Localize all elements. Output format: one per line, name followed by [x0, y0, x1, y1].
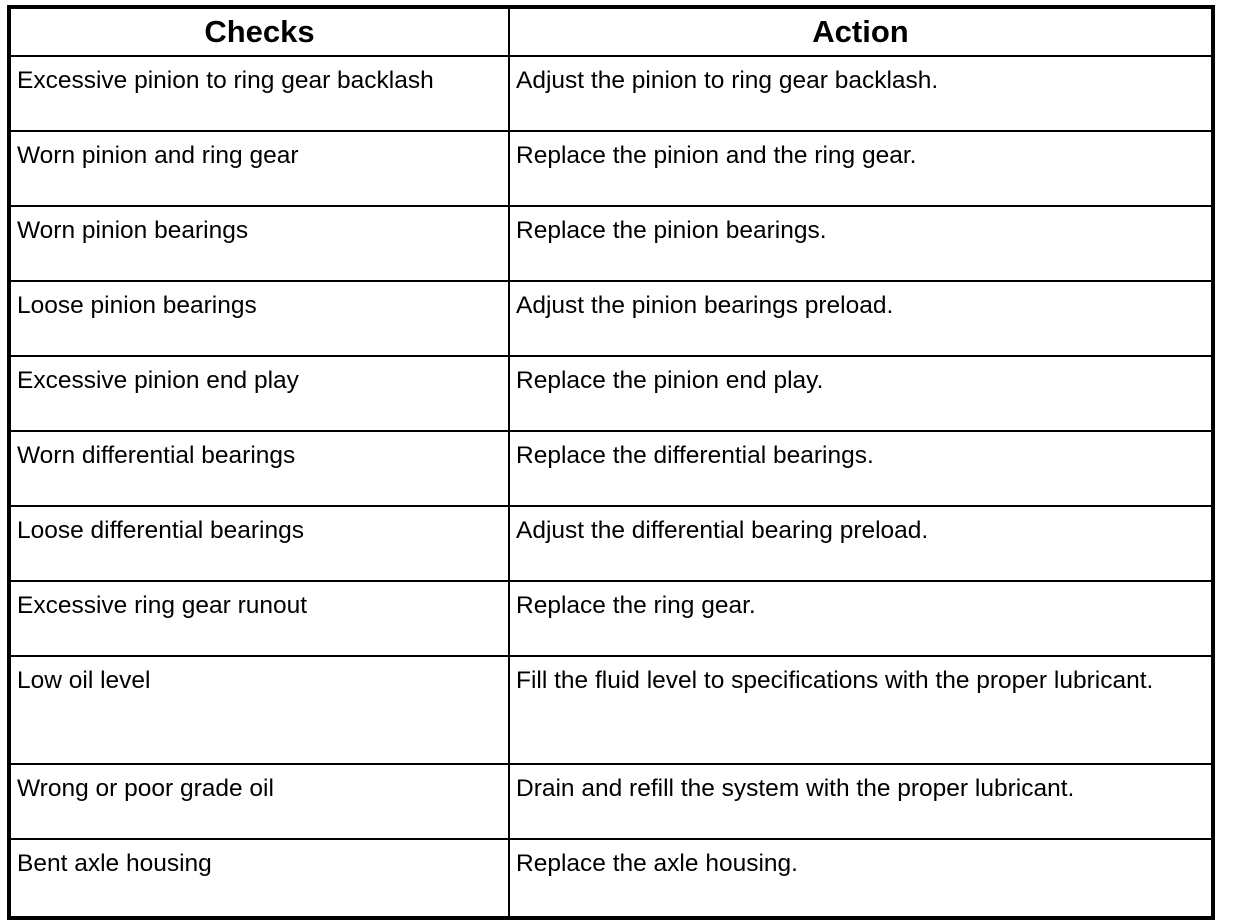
check-cell: Excessive pinion end play	[9, 356, 509, 431]
table-row	[9, 764, 1213, 839]
check-cell: Wrong or poor grade oil	[9, 764, 509, 839]
table-row	[9, 431, 1213, 506]
action-cell: Replace the ring gear.	[509, 581, 1213, 656]
check-cell: Excessive ring gear runout	[9, 581, 509, 656]
table-row	[9, 206, 1213, 281]
check-cell: Worn pinion bearings	[9, 206, 509, 281]
action-cell: Replace the pinion end play.	[509, 356, 1213, 431]
table-row	[9, 581, 1213, 656]
action-cell: Replace the differential bearings.	[509, 431, 1213, 506]
table-row	[9, 56, 1213, 131]
action-cell: Replace the axle housing.	[509, 839, 1213, 918]
table-row	[9, 656, 1213, 764]
check-cell: Low oil level	[9, 656, 509, 764]
header-checks: Checks	[9, 7, 509, 56]
check-cell: Bent axle housing	[9, 839, 509, 918]
action-cell: Replace the pinion and the ring gear.	[509, 131, 1213, 206]
table-row	[9, 356, 1213, 431]
action-cell: Adjust the differential bearing preload.	[509, 506, 1213, 581]
action-cell: Adjust the pinion bearings preload.	[509, 281, 1213, 356]
table-row	[9, 839, 1213, 918]
action-cell: Replace the pinion bearings.	[509, 206, 1213, 281]
check-cell: Loose pinion bearings	[9, 281, 509, 356]
action-cell: Drain and refill the system with the proper lubricant.	[509, 764, 1213, 839]
diagnosis-table	[7, 5, 1215, 920]
action-cell: Adjust the pinion to ring gear backlash.	[509, 56, 1213, 131]
check-cell: Excessive pinion to ring gear backlash	[9, 56, 509, 131]
action-cell: Fill the fluid level to specifications with the proper lubricant.	[509, 656, 1213, 764]
table-row	[9, 131, 1213, 206]
header-action: Action	[509, 7, 1213, 56]
check-cell: Worn differential bearings	[9, 431, 509, 506]
table-row	[9, 506, 1213, 581]
table-row	[9, 281, 1213, 356]
check-cell: Worn pinion and ring gear	[9, 131, 509, 206]
table-header-row	[9, 7, 1213, 56]
check-cell: Loose differential bearings	[9, 506, 509, 581]
